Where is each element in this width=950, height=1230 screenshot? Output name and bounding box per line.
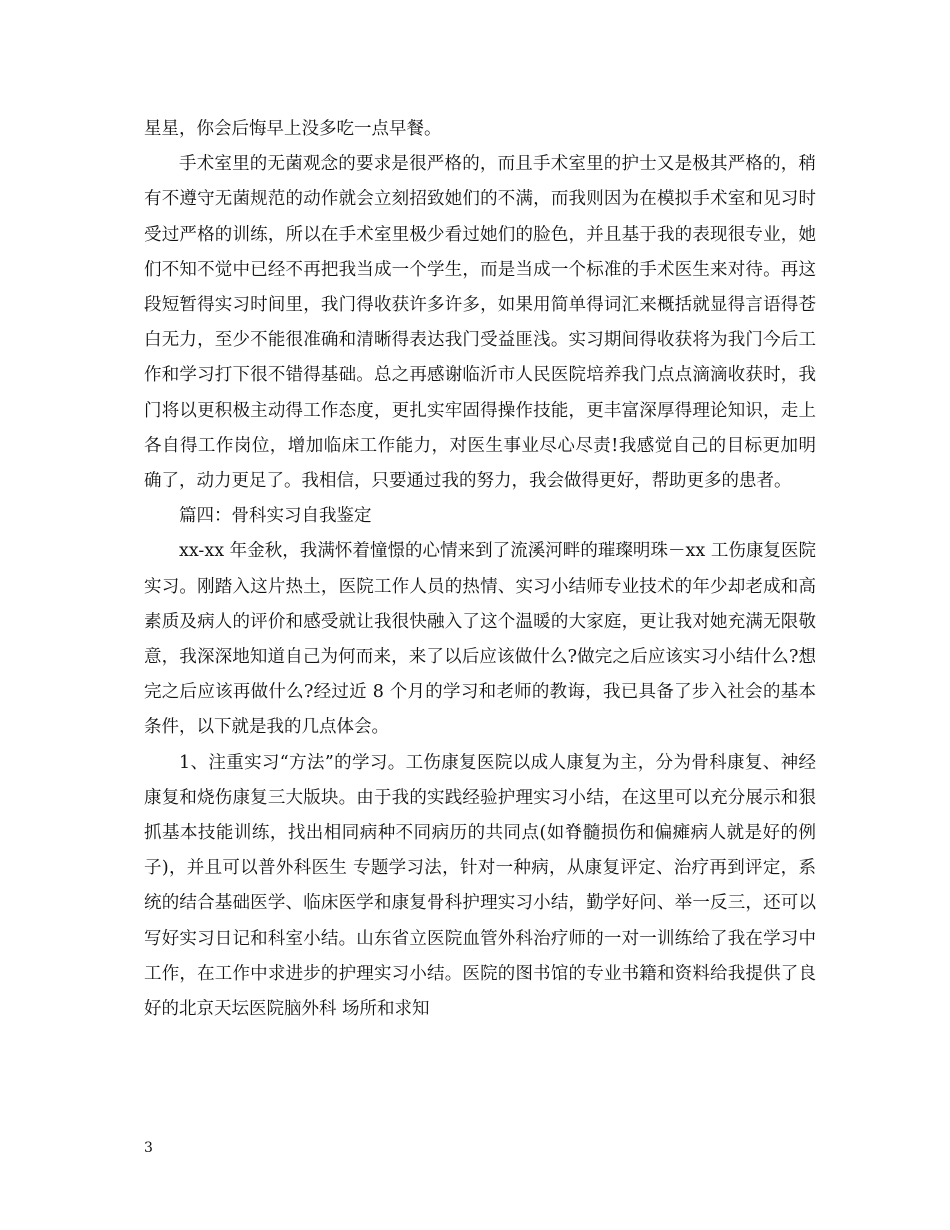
paragraph-2: 手术室里的无菌观念的要求是很严格的，而且手术室里的护士又是极其严格的，稍有不遵守无菌规范的动作就会立刻招致她们的不满，而我则因为在模拟手术室和见习时受过严格的训练，所以在手术室里极少看过她们的脸色，并且基于我的表现很专业，她们不知不觉中已经不再把我当成一个学生，而是当成一个标准的手术医生来对待。再这段短暂得实习时间里，我门得收获许多许多，如果用简单得词汇来概括就显得言语得苍白无力，至少不能很准确和清晰得表达我门受益匪浅。实习期间得收获将为我门今后工作和学习打下很不错得基础。总之再感谢临沂市人民医院培养我门点点滴滴收获时，我门将以更积极主动得工作态度，更扎实牢固得操作技能，更丰富深厚得理论知识，走上各自得工作岗位，增加临床工作能力，对医生事业尽心尽责!我感觉自己的目标更加明确了，动力更足了。我相信，只要通过我的努力，我会做得更好，帮助更多的患者。 bbox=[144, 154, 816, 492]
section-heading: 篇四：骨科实习自我鉴定 bbox=[179, 506, 372, 527]
paragraph-1: 星星，你会后悔早上没多吃一点早餐。 bbox=[144, 119, 442, 139]
page-number: 3 bbox=[144, 1140, 153, 1156]
paragraph-4: 1、注重实习“方法”的学习。工伤康复医院以成人康复为主，分为骨科康复、神经康复和烧伤康复三大版块。由于我的实践经验护理实习小结，在这里可以充分展示和狠抓基本技能训练，找出相同病种不同病历的共同点(如脊髓损伤和偏瘫病人就是好的例子)，并且可以普外科医生 专题学习法，针对一种病，从康复评定、治疗再到评定，系统的结合基础医学、临床医学和康复骨科护理实习小结，勤学好问、举一反三，还可以写好实习日记和科室小结。山东省立医院血管外科治疗师的一对一训练给了我在学习中工作，在工作中求进步的护理实习小结。医院的图书馆的专业书籍和资料给我提供了良好的北京天坛医院脑外科 场所和求知 bbox=[144, 752, 816, 1020]
document-body bbox=[144, 112, 816, 1027]
paragraph-3: xx-xx 年金秋，我满怀着憧憬的心情来到了流溪河畔的璀璨明珠－xx 工伤康复医院实习。刚踏入这片热土，医院工作人员的热情、实习小结师专业技术的年少却老成和高素质及病人的评价和感受就让我很快融入了这个温暖的大家庭，更让我对她充满无限敬意，我深深地知道自己为何而来，来了以后应该做什么?做完之后应该实习小结什么?想完之后应该再做什么?经过近 8 个月的学习和老师的教诲，我已具备了步入社会的基本条件，以下就是我的几点体会。 bbox=[144, 541, 816, 738]
